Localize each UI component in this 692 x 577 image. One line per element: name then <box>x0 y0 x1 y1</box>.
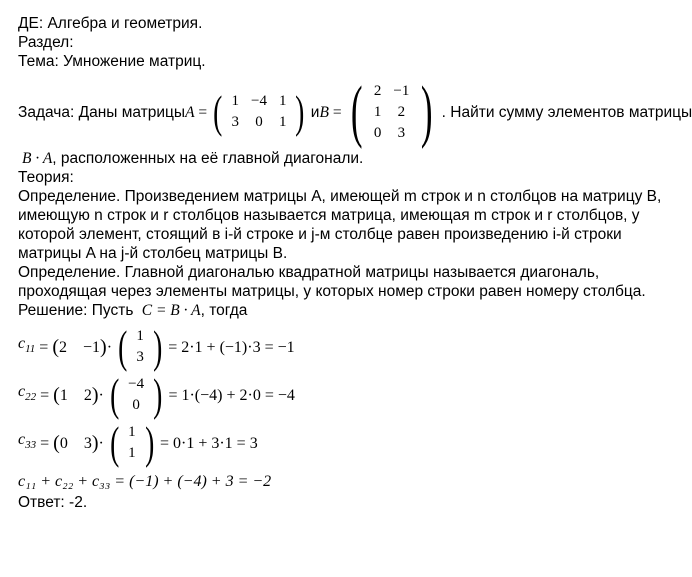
a-cell: 1 <box>278 114 287 130</box>
matrix-a: ( 1 −4 1 3 0 1 ) <box>213 86 305 137</box>
product-expr: B · A <box>22 150 53 167</box>
c11-result: = 2·1 + (−1)·3 = −1 <box>168 338 295 356</box>
b-cell: 2 <box>397 103 406 120</box>
matrix-a-table <box>226 91 293 133</box>
def2-line: проходящая через элементы матрицы, у которых номер строки равен номеру столбца. <box>18 283 646 300</box>
task-line-2 <box>18 149 658 168</box>
a-cell: 3 <box>231 114 239 130</box>
sum-equation: c₁₁ + c₂₂ + c₃₃ = (−1) + (−4) + 3 = −2 <box>18 473 272 490</box>
c22-equation: $c_{22}$ = ( 1 2 ) · ( −4 0 ) = 1·(−4) + 2·0 = −4 <box>18 369 295 420</box>
matrix-b-table <box>368 81 415 144</box>
def1-line: которой элемент, стоящий в i-й строке и j-м столбце равен произведению i-й строки <box>18 226 622 243</box>
c22-column: ( −4 0 ) <box>109 369 163 420</box>
c33-result: = 0·1 + 3·1 = 3 <box>159 434 258 452</box>
c11-equation: $c_{11}$ = ( 2 −1 ) · ( 1 3 ) = 2·1 + (−1)·3 = −1 <box>18 321 295 372</box>
de-line: ДЕ: Алгебра и геометрия. <box>18 15 203 32</box>
solution-intro-text: Решение: Пусть <box>18 302 134 319</box>
and-word: и <box>310 103 320 121</box>
matrix-b: ( 2 −1 1 2 0 3 ) <box>350 73 433 150</box>
task-prefix: Задача: Даны матрицы <box>18 103 186 121</box>
def2-line: Определение. Главной диагональю квадратной матрицы называется диагональ, <box>18 264 600 281</box>
theory-heading: Теория: <box>18 169 74 186</box>
solution-intro-end: , тогда <box>200 302 248 319</box>
let-expr: C = B · A <box>141 302 201 319</box>
matrix-b-label: B <box>319 103 329 121</box>
c33-row: 0 3 <box>59 434 92 452</box>
section-line: Раздел: <box>18 34 74 51</box>
c22-label: $c_{22}$ <box>18 383 37 404</box>
c33-label: $c_{33}$ <box>18 431 37 452</box>
b-cell: 0 <box>373 124 382 141</box>
a-cell: 1 <box>278 93 287 109</box>
b-cell: 2 <box>373 82 382 99</box>
a-cell: 0 <box>255 114 263 130</box>
b-cell: −1 <box>393 82 410 99</box>
c11-row: 2 −1 <box>59 338 101 356</box>
def1-line: Определение. Произведением матрицы A, имеющей m строк и n столбцов на матрицу B, <box>18 188 662 205</box>
b-cell: 3 <box>397 124 406 141</box>
c11-column: ( 1 3 ) <box>118 321 163 372</box>
task-suffix: . Найти сумму элементов матрицы <box>441 103 692 121</box>
matrix-a-label: A <box>185 103 195 121</box>
c33-column: ( 1 1 ) <box>109 417 154 468</box>
a-cell: −4 <box>251 93 267 109</box>
task-line2-text: , расположенных на её главной диагонали. <box>52 150 364 167</box>
answer-line: Ответ: -2. <box>18 494 88 511</box>
c22-row: 1 2 <box>59 386 92 404</box>
topic-line: Тема: Умножение матриц. <box>18 53 206 70</box>
b-cell: 1 <box>373 103 382 120</box>
def1-line: матрицы A на j-й столбец матрицы B. <box>18 245 288 262</box>
task-line: Задача: Даны матрицы A = ( 1 −4 1 3 0 1 ) и B = ( 2 −1 1 2 0 3 ) . Найти сумму элементов матрицы <box>18 73 692 150</box>
a-cell: 1 <box>231 93 239 109</box>
document <box>18 14 692 512</box>
c11-label: $c_{11}$ <box>18 335 36 356</box>
c33-equation: $c_{33}$ = ( 0 3 ) · ( 1 1 ) = 0·1 + 3·1 = 3 <box>18 417 258 468</box>
c22-result: = 1·(−4) + 2·0 = −4 <box>168 386 295 404</box>
def1-line: имеющую n строк и r столбцов называется матрица, имеющая m строк и r столбцов, у <box>18 207 640 224</box>
solution-intro <box>18 301 658 320</box>
